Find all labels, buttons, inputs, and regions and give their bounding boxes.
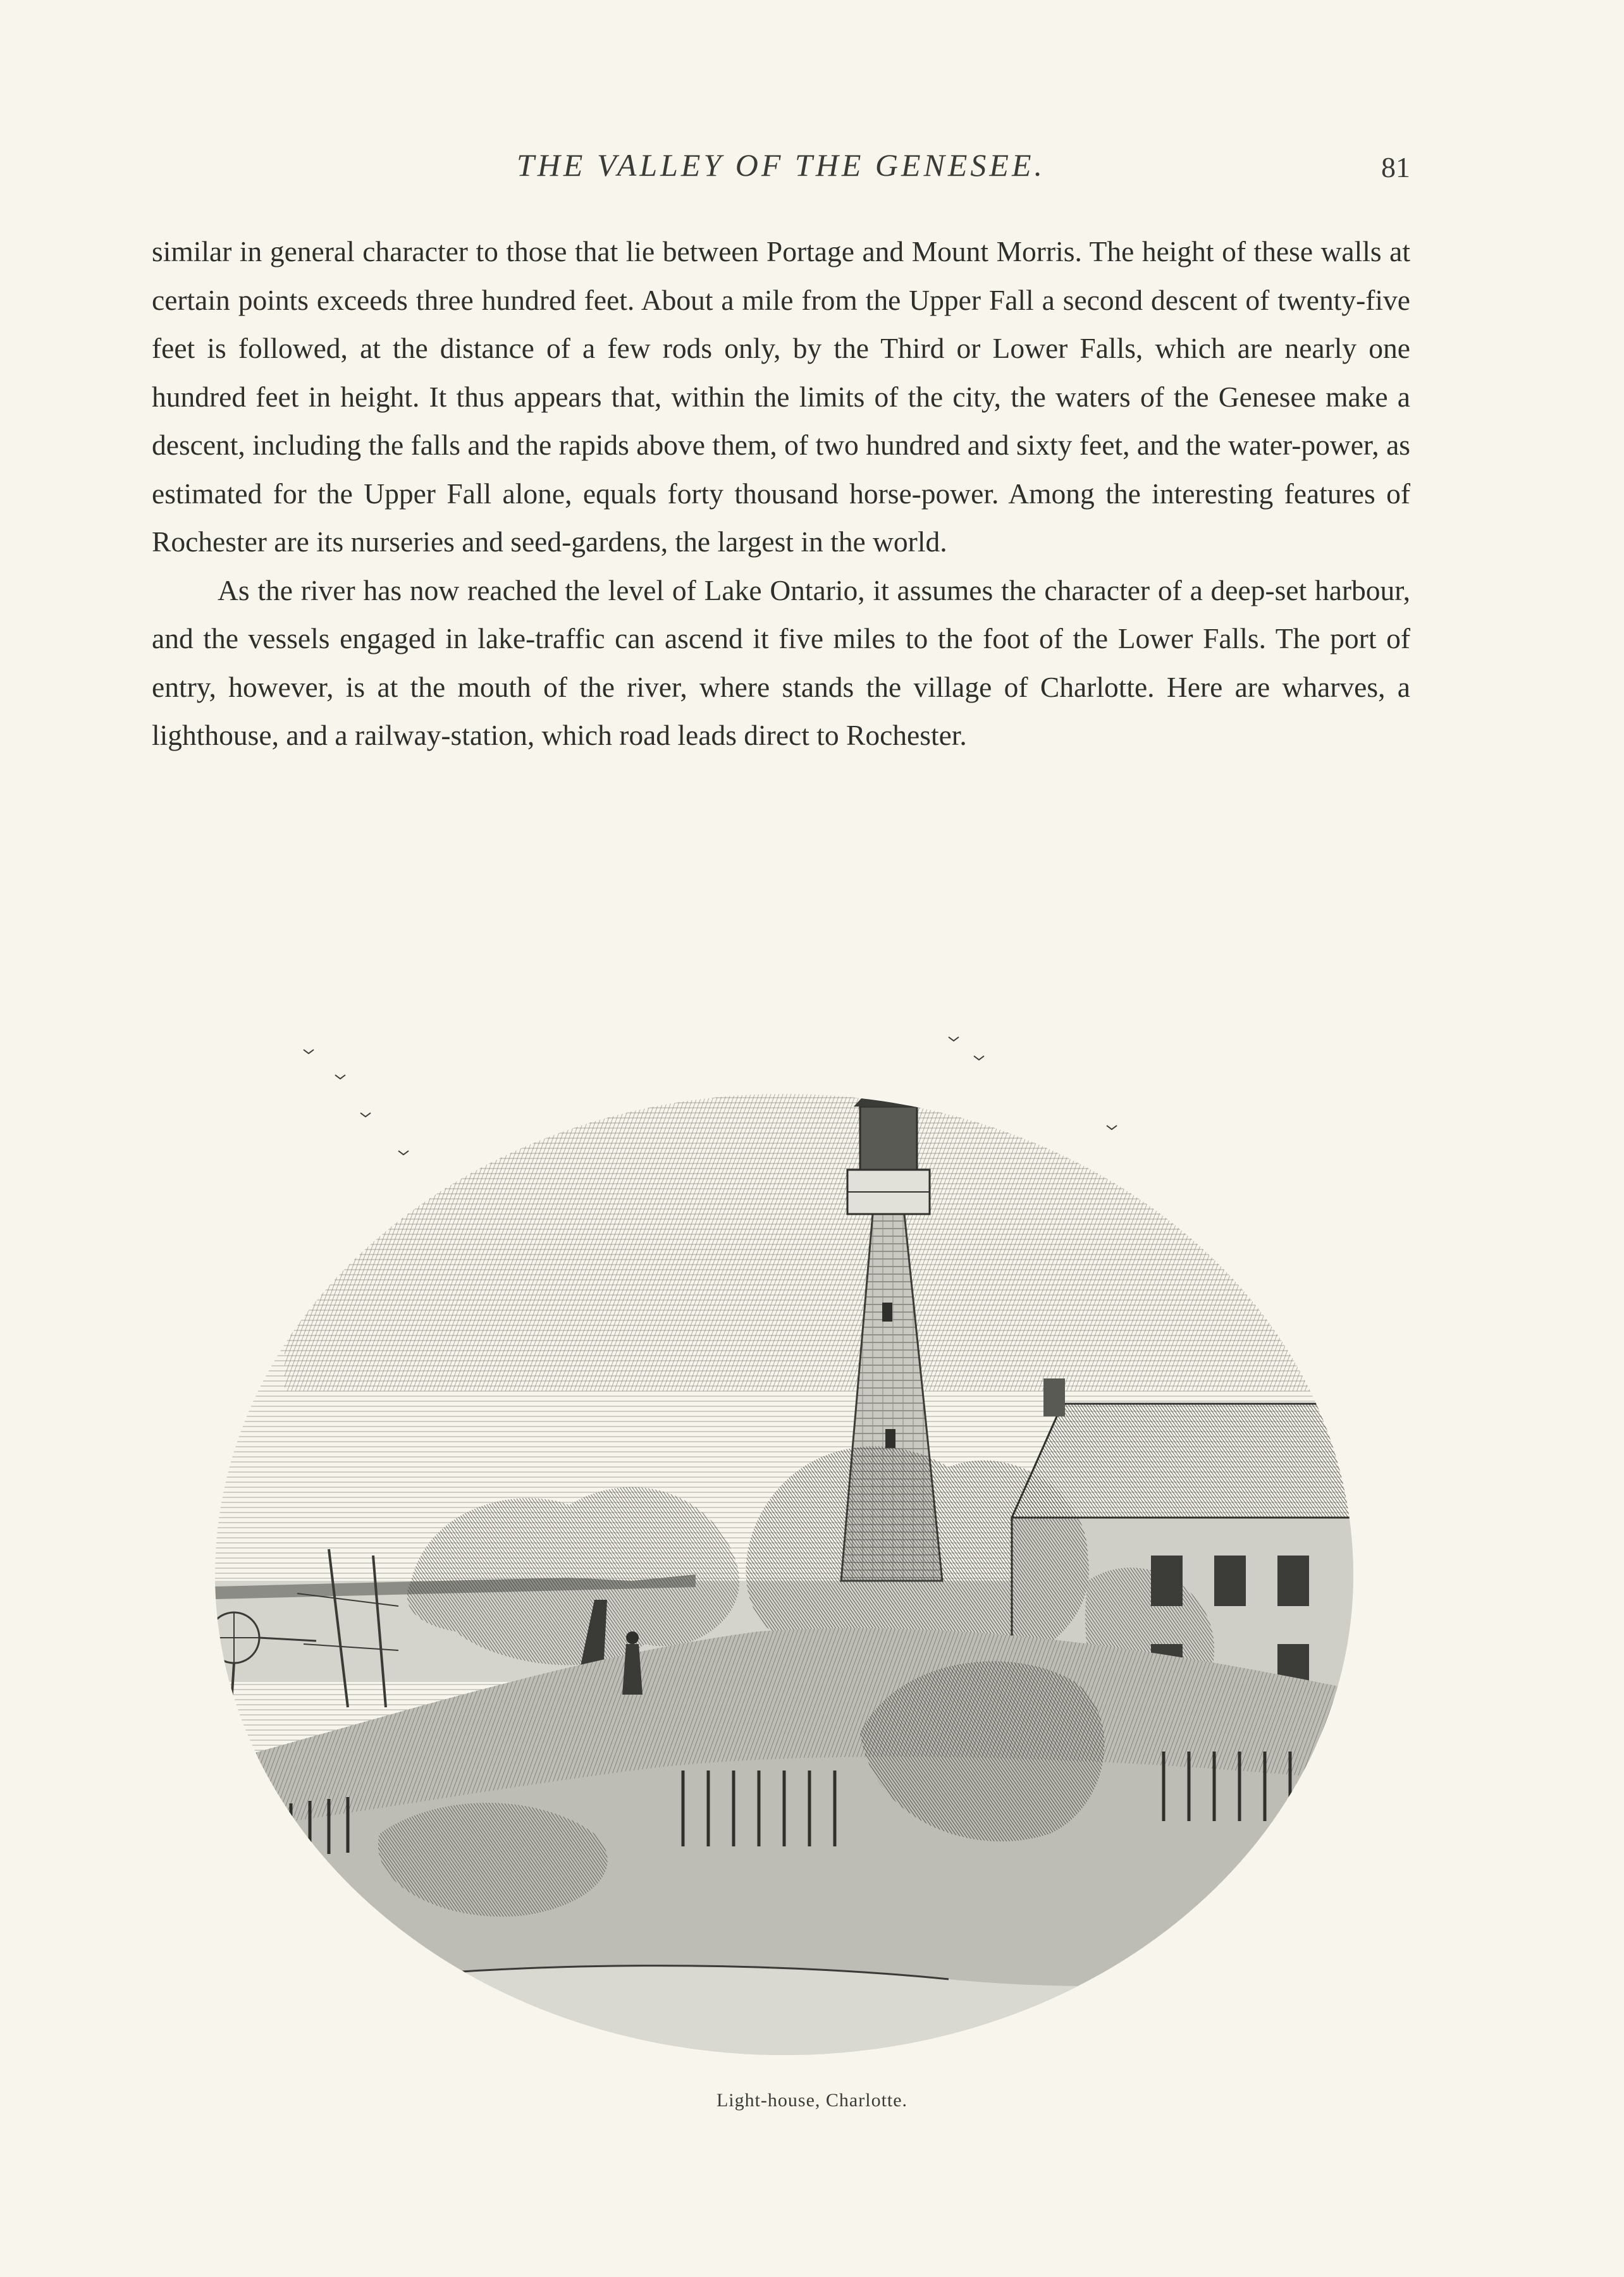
clouds [285,1068,1315,1391]
vignette-scene [190,948,1379,2087]
running-title: THE VALLEY OF THE GENESEE. [516,147,1046,183]
creek [316,1966,1265,2087]
engraving-illustration [190,948,1379,2087]
engraving-lighthouse-charlotte [190,948,1379,2087]
figure-caption: Light-house, Charlotte. [716,2090,908,2111]
page-number: 81 [1381,151,1410,183]
running-head [152,147,1410,191]
paragraph-2: As the river has now reached the level of Lake Ontario, it assumes the character of a deep-set harbour, and the vessels engaged in lake-traffic can ascend it five miles to the foot of the Lower Falls. The port of entry, however, is at the mouth of the river, where stands the village of Charlotte. Here are wharves, a lighthouse, and a railway-station, which road leads direct to Rochester. [152,574,1410,751]
paragraph-1: similar in general character to those that lie between Portage and Mount Morris. The height of these walls at certain points exceeds three hundred feet. About a mile from the Upper Fall a second descent of twenty-five feet is followed, at the distance of a few rods only, by the Third or Lower Falls, which are nearly one hundred feet in height. It thus appears that, within the limits of the city, the waters of the Genesee make a descent, including the falls and the rapids above them, of two hundred and sixty feet, and the water-power, as estimated for the Upper Fall alone, equals forty thousand horse-power. Among the interesting features of Rochester are its nurseries and seed-gardens, the largest in the world. [152,235,1410,558]
body-text [152,228,1410,760]
